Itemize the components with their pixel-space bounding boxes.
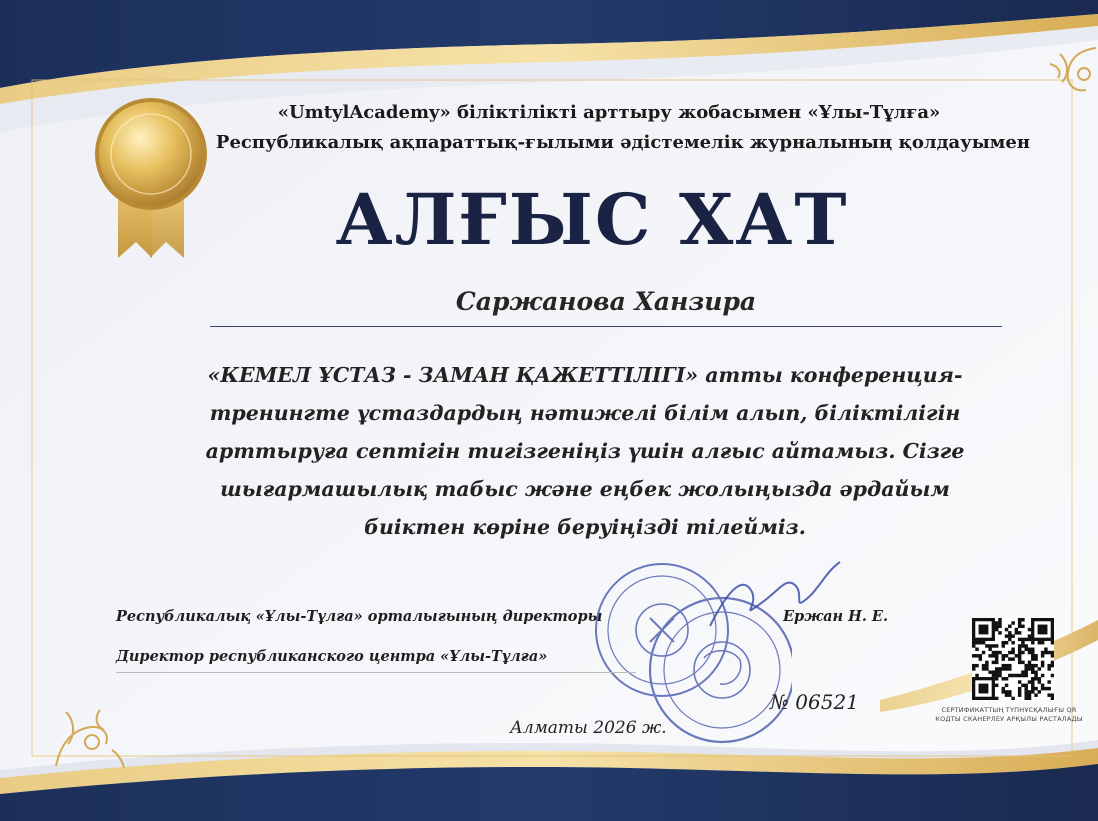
signature-rule xyxy=(116,672,636,673)
signatory-title-ru: Директор республиканского центра «Ұлы-Тұлға» xyxy=(116,648,548,665)
header-line-1: «UmtylAcademy» біліктілікті арттыру жобасымен «Ұлы-Тұлға» xyxy=(277,102,941,123)
director-name: Ержан Н. Е. xyxy=(783,608,889,625)
city-year: Алматы 2026 ж. xyxy=(510,718,667,738)
gratitude-text: «КЕМЕЛ ҰСТАЗ - ЗАМАН ҚАЖЕТТІЛІГІ» атты конференция-тренингте ұстаздардың нәтижелі білім алып, біліктілігін арттыруға септігін тигізгеніңіз үшін алғыс айтамыз. Сізге шығармашылық табыс және еңбек жолыңызда әрдайым биіктен көріне беруіңізді тілейміз. xyxy=(205,363,965,539)
certificate-title: АЛҒЫС ХАТ xyxy=(335,178,849,261)
header-line-2: Республикалық ақпараттық-ғылыми әдістемелік журналының қолдауымен xyxy=(215,132,1031,153)
corner-ornament-icon xyxy=(52,690,132,770)
qr-caption: СЕРТИФИКАТТЫҢ ТҮПНҰСҚАЛЫҒЫ QR КОДТЫ СКАНЕРЛЕУ АРҚЫЛЫ РАСТАЛАДЫ xyxy=(935,706,1083,723)
certificate-number: № 06521 xyxy=(770,690,859,714)
signatory-title-kz: Республикалық «Ұлы-Тұлға» орталығының директоры xyxy=(116,608,603,625)
corner-ornament-icon xyxy=(1040,44,1098,100)
qr-code-icon[interactable] xyxy=(972,618,1054,700)
name-underline xyxy=(210,326,1002,327)
recipient-name: Саржанова Ханзира xyxy=(455,287,757,316)
